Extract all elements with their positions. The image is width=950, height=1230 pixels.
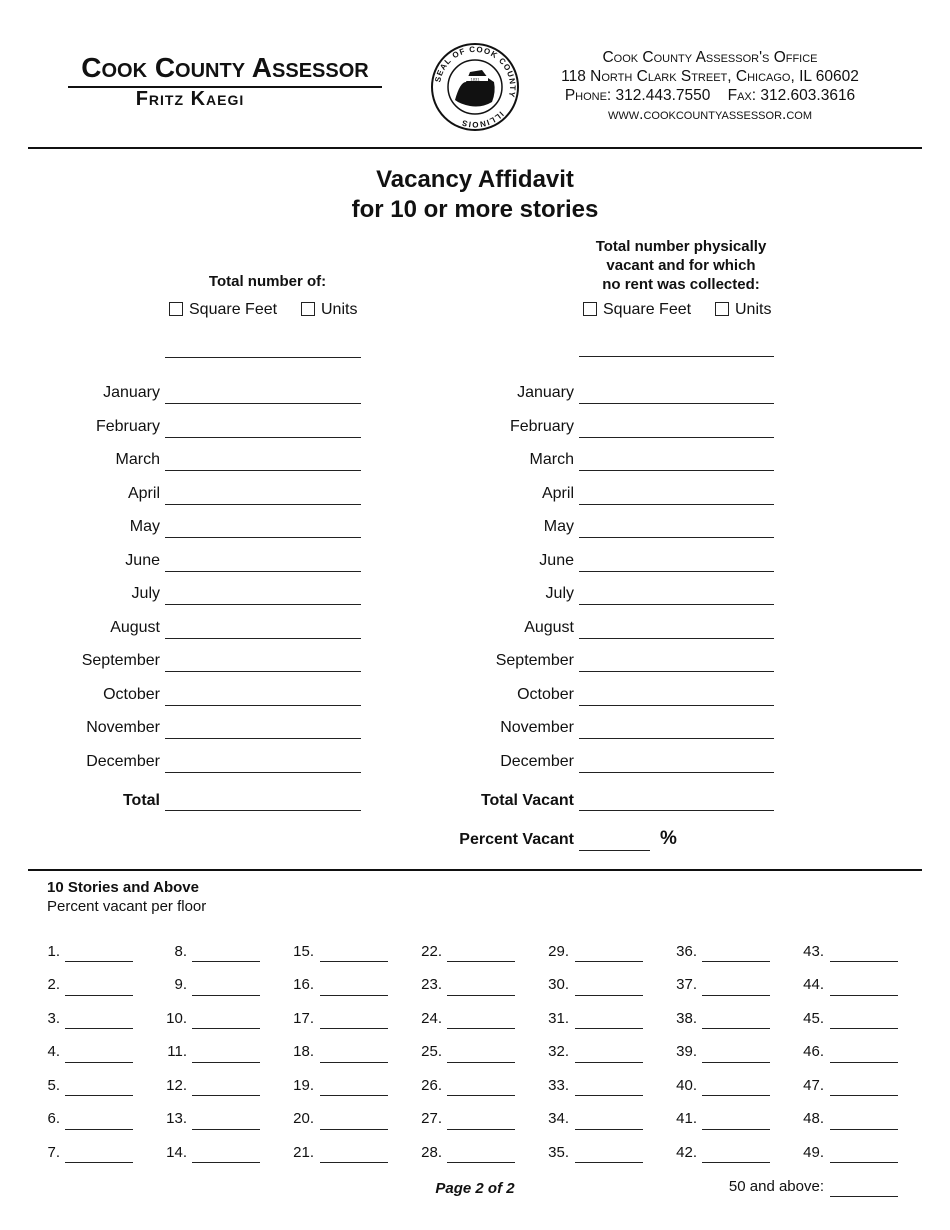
left-month-label: November	[86, 719, 160, 736]
seal-left-text: SEAL OF	[433, 46, 467, 84]
floor-field[interactable]	[320, 1028, 388, 1029]
office-contact	[540, 86, 880, 105]
county-seal-icon	[430, 42, 520, 132]
left-total-field[interactable]	[165, 810, 361, 811]
floor-field[interactable]	[830, 995, 898, 996]
left-month-label: May	[129, 518, 160, 535]
right-heading-line-2: vacant and for which	[606, 257, 756, 274]
left-month-field[interactable]	[165, 705, 361, 706]
left-month-label: February	[95, 418, 160, 435]
floor-field[interactable]	[575, 1129, 643, 1130]
left-total-number-field[interactable]	[165, 357, 361, 358]
floor-label: 7.	[47, 1144, 60, 1161]
title-line-1: Vacancy Affidavit	[376, 166, 574, 193]
floor-label: 42.	[676, 1144, 697, 1161]
floor-label: 40.	[676, 1077, 697, 1094]
seal-top-text: COOK COUNTY	[468, 44, 518, 99]
right-month-field[interactable]	[579, 537, 774, 538]
floor-field[interactable]	[702, 1162, 770, 1163]
checkbox-icon[interactable]	[583, 302, 597, 316]
right-month-field[interactable]	[579, 437, 774, 438]
checkbox-icon[interactable]	[169, 302, 183, 316]
floor-field[interactable]	[65, 1062, 133, 1063]
right-month-field[interactable]	[579, 772, 774, 773]
floor-label: 47.	[803, 1077, 824, 1094]
left-month-label: June	[125, 552, 160, 569]
floor-field[interactable]	[447, 1095, 515, 1096]
floor-field[interactable]	[830, 1028, 898, 1029]
floor-field[interactable]	[192, 1129, 260, 1130]
section-divider	[28, 869, 922, 871]
left-month-field[interactable]	[165, 571, 361, 572]
org-title	[68, 52, 382, 88]
floor-label: 29.	[548, 943, 569, 960]
left-total-label: Total	[122, 792, 160, 809]
floor-field[interactable]	[575, 1028, 643, 1029]
floor-label: 15.	[293, 943, 314, 960]
floor-label: 18.	[293, 1043, 314, 1060]
right-month-label: July	[545, 585, 574, 602]
right-month-label: September	[495, 652, 574, 669]
office-address: 118 North Clark Street, Chicago, IL 60602	[561, 68, 859, 85]
floor-field[interactable]	[65, 1028, 133, 1029]
floor-label: 41.	[676, 1110, 697, 1127]
right-total-number-field[interactable]	[579, 356, 774, 357]
left-option-units[interactable]	[301, 301, 357, 319]
office-name: Cook County Assessor's Office	[602, 49, 818, 66]
floor-field[interactable]	[702, 1062, 770, 1063]
floor-label: 21.	[293, 1144, 314, 1161]
floor-field[interactable]	[320, 1162, 388, 1163]
floor-field[interactable]	[320, 1095, 388, 1096]
floor-field[interactable]	[575, 1162, 643, 1163]
right-month-label: June	[539, 552, 574, 569]
left-option-sqft-label: Square Feet	[189, 301, 278, 318]
percent-sign: %	[660, 828, 677, 849]
floor-label: 31.	[548, 1010, 569, 1027]
left-month-label: October	[103, 686, 160, 703]
right-month-field[interactable]	[579, 705, 774, 706]
floor-label: 30.	[548, 976, 569, 993]
floor-label: 33.	[548, 1077, 569, 1094]
right-heading-line-3: no rent was collected:	[602, 276, 760, 293]
floor-field[interactable]	[192, 1095, 260, 1096]
floor-label: 3.	[47, 1010, 60, 1027]
floor-field[interactable]	[447, 1162, 515, 1163]
right-month-field[interactable]	[579, 571, 774, 572]
office-website: www.cookcountyassessor.com	[608, 106, 812, 123]
floor-label: 5.	[47, 1077, 60, 1094]
left-month-field[interactable]	[165, 638, 361, 639]
floor-field[interactable]	[575, 1095, 643, 1096]
floor-label: 36.	[676, 943, 697, 960]
floor-label: 24.	[421, 1010, 442, 1027]
left-month-field[interactable]	[165, 470, 361, 471]
right-heading-line-1: Total number physically	[595, 238, 767, 255]
floor-label: 22.	[421, 943, 442, 960]
floor-label: 26.	[421, 1077, 442, 1094]
left-month-field[interactable]	[165, 604, 361, 605]
floor-field[interactable]	[65, 1095, 133, 1096]
floor-field[interactable]	[447, 1062, 515, 1063]
right-month-label: October	[517, 686, 574, 703]
assessor-name: Fritz Kaegi	[135, 88, 245, 110]
right-month-field[interactable]	[579, 638, 774, 639]
right-total-vacant-field[interactable]	[579, 810, 774, 811]
floor-field[interactable]	[830, 1095, 898, 1096]
floor-field[interactable]	[830, 1062, 898, 1063]
left-month-field[interactable]	[165, 504, 361, 505]
left-month-field[interactable]	[165, 403, 361, 404]
floor-field[interactable]	[192, 1028, 260, 1029]
floor-label: 8.	[174, 943, 187, 960]
floor-field[interactable]	[320, 961, 388, 962]
floor-label: 19.	[293, 1077, 314, 1094]
right-option-units-label: Units	[735, 301, 772, 318]
floor-field[interactable]	[320, 1129, 388, 1130]
floor-field[interactable]	[192, 995, 260, 996]
left-month-label: April	[127, 485, 160, 502]
floor-field[interactable]	[830, 1129, 898, 1130]
floor-label: 49.	[803, 1144, 824, 1161]
right-month-label: August	[524, 619, 574, 636]
fifty-and-above-label: 50 and above:	[728, 1178, 824, 1195]
right-option-sqft[interactable]	[583, 301, 691, 319]
floor-label: 45.	[803, 1010, 824, 1027]
floor-label: 46.	[803, 1043, 824, 1060]
floor-field[interactable]	[447, 995, 515, 996]
floor-field[interactable]	[702, 995, 770, 996]
floor-field[interactable]	[447, 1028, 515, 1029]
page-number: Page 2 of 2	[435, 1180, 515, 1197]
floor-field[interactable]	[447, 1129, 515, 1130]
floor-label: 10.	[166, 1010, 187, 1027]
title-line-2: for 10 or more stories	[351, 196, 599, 223]
right-month-label: February	[509, 418, 574, 435]
seal-year: 1831	[470, 76, 480, 82]
floor-field[interactable]	[702, 961, 770, 962]
right-month-field[interactable]	[579, 403, 774, 404]
floors-subheading: Percent vacant per floor	[47, 898, 207, 915]
floor-label: 17.	[293, 1010, 314, 1027]
percent-vacant-field[interactable]	[579, 850, 650, 851]
right-total-vacant-label: Total Vacant	[480, 792, 574, 809]
left-month-label: July	[131, 585, 160, 602]
floor-field[interactable]	[192, 1062, 260, 1063]
left-month-label: December	[86, 753, 160, 770]
right-option-sqft-label: Square Feet	[603, 301, 692, 318]
left-month-label: August	[110, 619, 160, 636]
floor-field[interactable]	[575, 961, 643, 962]
right-column-heading	[570, 237, 792, 294]
seal-bottom-text: ILLINOIS	[460, 109, 506, 130]
percent-vacant-label: Percent Vacant	[459, 831, 574, 848]
right-option-units[interactable]	[715, 301, 771, 319]
page-title	[0, 165, 950, 225]
floor-label: 25.	[421, 1043, 442, 1060]
left-month-field[interactable]	[165, 671, 361, 672]
floor-label: 27.	[421, 1110, 442, 1127]
header-divider	[28, 147, 922, 149]
floor-field[interactable]	[830, 1162, 898, 1163]
right-month-label: March	[529, 451, 574, 468]
floor-label: 48.	[803, 1110, 824, 1127]
floor-label: 13.	[166, 1110, 187, 1127]
office-info	[540, 48, 880, 124]
floor-field[interactable]	[192, 961, 260, 962]
left-option-sqft[interactable]	[169, 301, 277, 319]
floor-field[interactable]	[447, 961, 515, 962]
checkbox-icon[interactable]	[301, 302, 315, 316]
floor-label: 6.	[47, 1110, 60, 1127]
left-month-field[interactable]	[165, 537, 361, 538]
floor-label: 23.	[421, 976, 442, 993]
floor-field[interactable]	[320, 1062, 388, 1063]
floor-label: 11.	[167, 1043, 187, 1060]
left-month-field[interactable]	[165, 437, 361, 438]
floor-label: 43.	[803, 943, 824, 960]
right-month-field[interactable]	[579, 671, 774, 672]
floor-label: 28.	[421, 1144, 442, 1161]
right-month-field[interactable]	[579, 504, 774, 505]
right-month-label: January	[517, 384, 574, 401]
floor-field[interactable]	[65, 961, 133, 962]
floor-label: 35.	[548, 1144, 569, 1161]
right-month-label: November	[500, 719, 574, 736]
floor-field[interactable]	[702, 1028, 770, 1029]
left-option-units-label: Units	[321, 301, 358, 318]
office-fax: Fax: 312.603.3616	[727, 87, 856, 104]
office-phone: Phone: 312.443.7550	[564, 87, 711, 104]
floor-field[interactable]	[65, 1162, 133, 1163]
floor-label: 12.	[166, 1077, 187, 1094]
floor-label: 1.	[47, 943, 60, 960]
floor-label: 32.	[548, 1043, 569, 1060]
floor-label: 16.	[293, 976, 314, 993]
floor-label: 9.	[174, 976, 187, 993]
left-month-label: September	[81, 652, 160, 669]
checkbox-icon[interactable]	[715, 302, 729, 316]
left-month-field[interactable]	[165, 738, 361, 739]
left-month-label: March	[115, 451, 160, 468]
floor-field[interactable]	[65, 995, 133, 996]
left-month-field[interactable]	[165, 772, 361, 773]
right-month-label: April	[541, 485, 574, 502]
floor-field[interactable]	[575, 995, 643, 996]
right-month-field[interactable]	[579, 470, 774, 471]
floor-field[interactable]	[575, 1062, 643, 1063]
right-month-field[interactable]	[579, 604, 774, 605]
right-month-label: May	[543, 518, 574, 535]
floor-label: 4.	[47, 1043, 60, 1060]
floor-label: 44.	[803, 976, 824, 993]
floor-label: 39.	[676, 1043, 697, 1060]
floor-label: 38.	[676, 1010, 697, 1027]
floors-heading: 10 Stories and Above	[47, 879, 199, 896]
floor-field[interactable]	[702, 1095, 770, 1096]
floor-field[interactable]	[65, 1129, 133, 1130]
floor-field[interactable]	[702, 1129, 770, 1130]
floor-field[interactable]	[830, 961, 898, 962]
floor-label: 2.	[47, 976, 60, 993]
floor-label: 37.	[676, 976, 697, 993]
left-month-label: January	[103, 384, 160, 401]
org-title-text: Cook County Assessor	[81, 52, 369, 83]
right-month-label: December	[500, 753, 574, 770]
floor-field[interactable]	[320, 995, 388, 996]
floor-label: 20.	[293, 1110, 314, 1127]
left-column-heading: Total number of:	[208, 273, 327, 290]
floor-field[interactable]	[192, 1162, 260, 1163]
floor-label: 34.	[548, 1110, 569, 1127]
floor-label: 14.	[166, 1144, 187, 1161]
right-month-field[interactable]	[579, 738, 774, 739]
